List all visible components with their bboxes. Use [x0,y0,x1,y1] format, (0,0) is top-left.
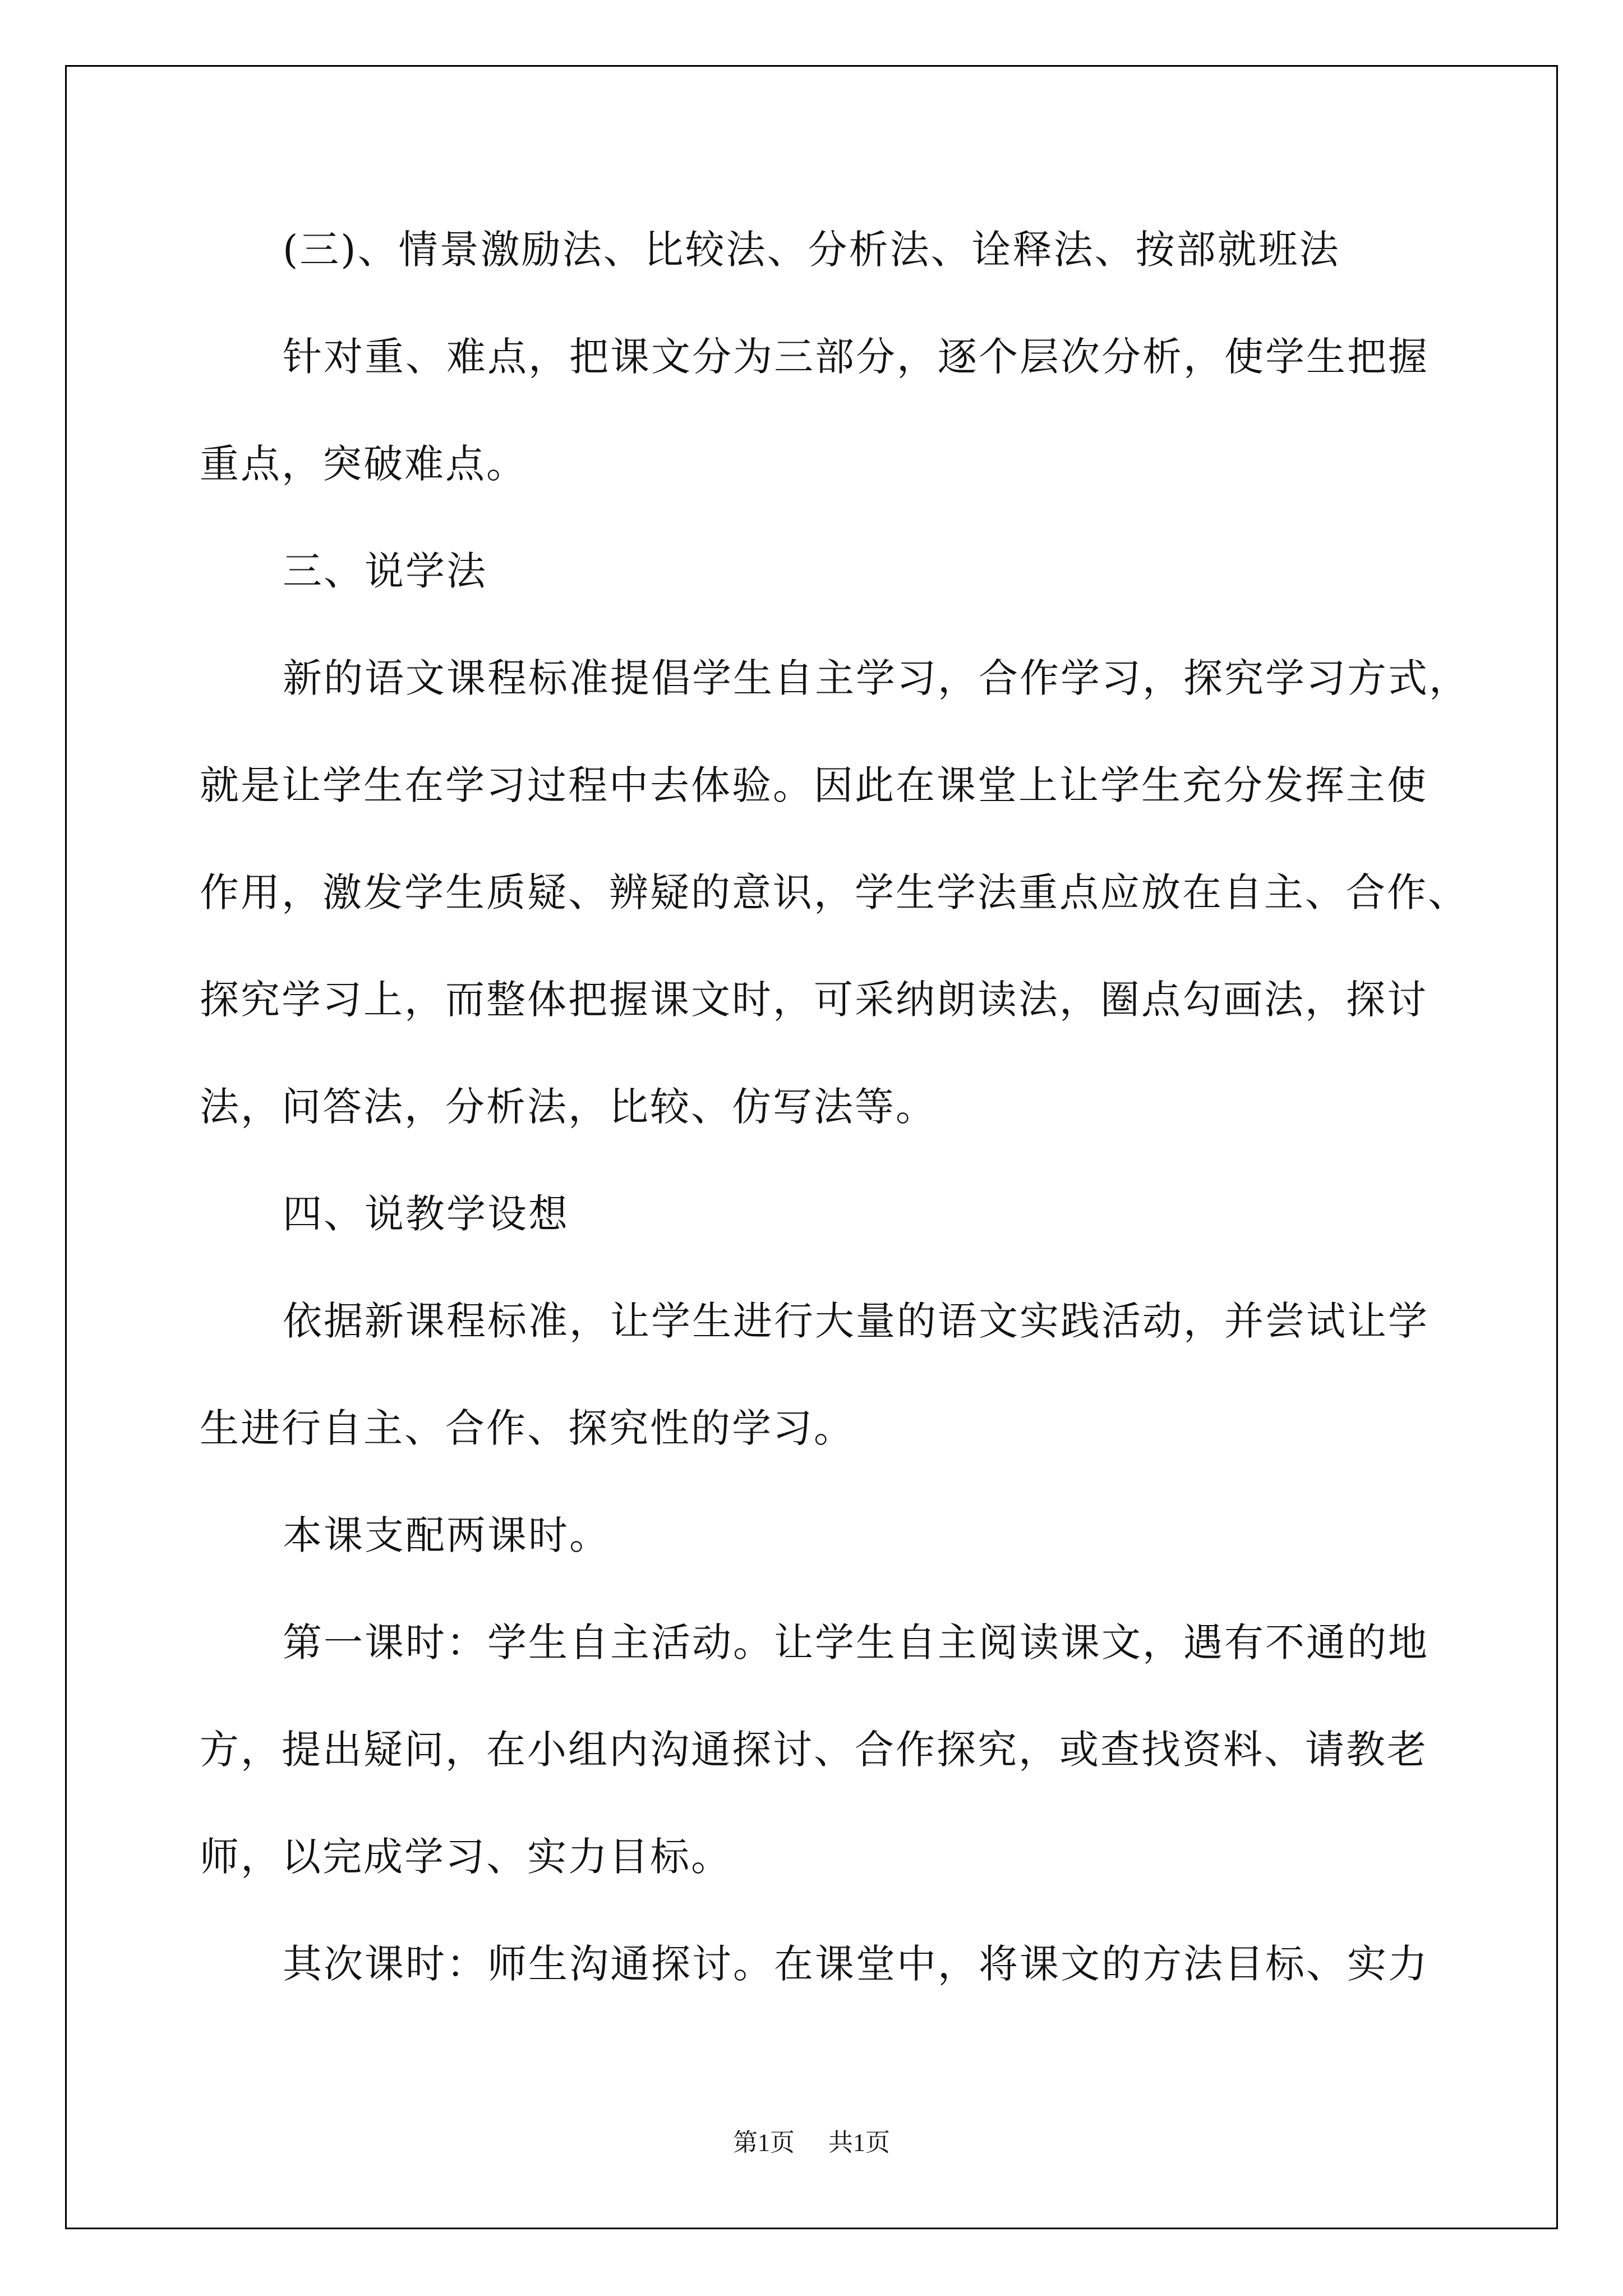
text-line: 探究学习上，而整体把握课文时，可采纳朗读法，圈点勾画法，探讨 [200,977,1428,1023]
text-line: (三)、情景激励法、比较法、分析法、诠释法、按部就班法 [283,227,1340,273]
text-line: 作用，激发学生质疑、辨疑的意识，学生学法重点应放在自主、合作、 [200,869,1469,915]
text-line: 其次课时：师生沟通探讨。在课堂中，将课文的方法目标、实力 [283,1941,1429,1987]
text-line: 重点，突破难点。 [200,441,527,487]
text-line: 新的语文课程标准提倡学生自主学习，合作学习，探究学习方式， [283,655,1470,701]
text-line: 方，提出疑问，在小组内沟通探讨、合作探究，或查找资料、请教老 [200,1727,1428,1773]
text-line: 依据新课程标准，让学生进行大量的语文实践活动，并尝试让学 [283,1298,1429,1344]
page-footer [0,2126,1623,2160]
text-line: 本课支配两课时。 [283,1512,610,1558]
text-line: 法，问答法，分析法，比较、仿写法等。 [200,1084,937,1130]
text-line: 就是让学生在学习过程中去体验。因此在课堂上让学生充分发挥主使 [200,762,1428,808]
page-number: 第1页 [733,2129,795,2156]
text-line: 生进行自主、合作、探究性的学习。 [200,1405,855,1451]
text-line: 师，以完成学习、实力目标。 [200,1834,732,1880]
text-line: 第一课时：学生自主活动。让学生自主阅读课文，遇有不通的地 [283,1619,1429,1665]
text-line: 针对重、难点，把课文分为三部分，逐个层次分析，使学生把握 [283,334,1429,380]
section-heading: 三、说学法 [283,548,487,594]
page-total: 共1页 [828,2129,890,2156]
page-border [65,65,1558,2229]
section-heading: 四、说教学设想 [283,1191,569,1237]
